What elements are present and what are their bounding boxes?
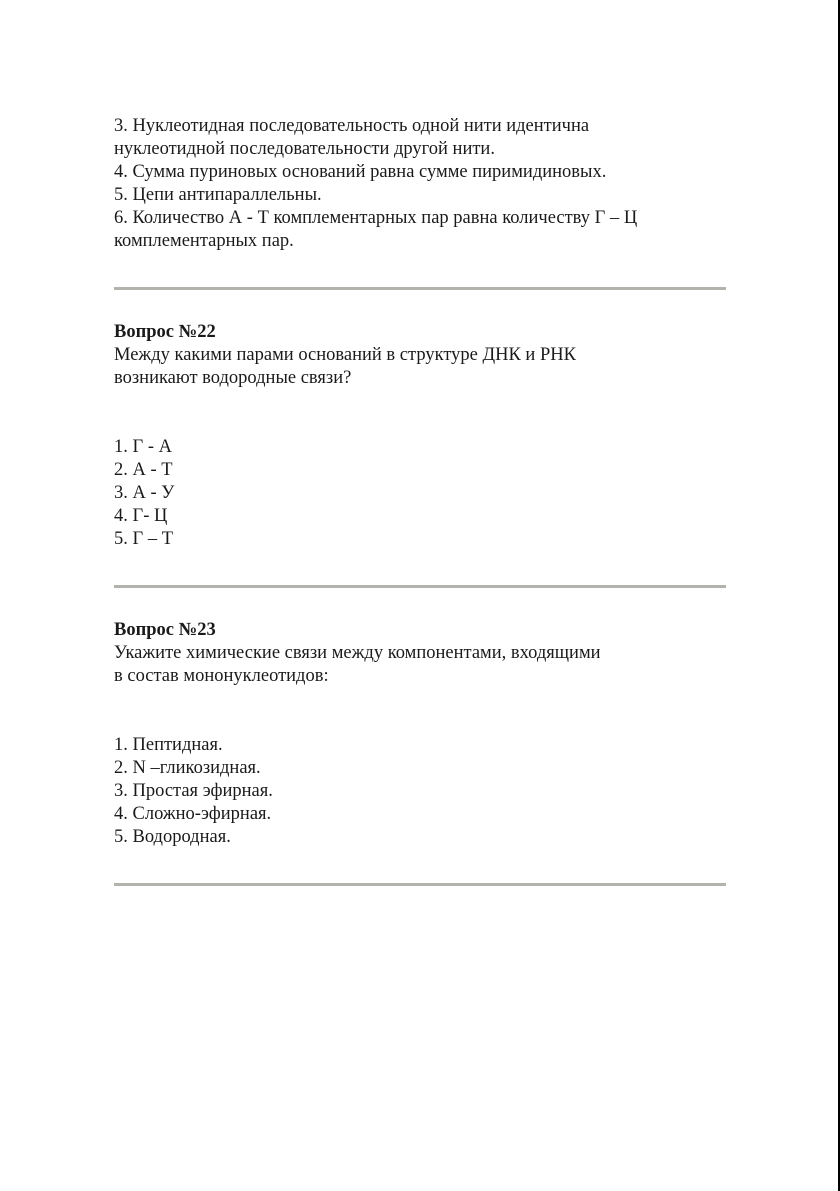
option-line: 4. Сумма пуриновых оснований равна сумме пиримидиновых. xyxy=(114,162,607,182)
answer-option: 3. Простая эфирная. xyxy=(114,781,273,801)
question-text: Укажите химические связи между компонентами, входящими xyxy=(114,643,601,663)
answer-option: 4. Г- Ц xyxy=(114,506,168,526)
option-line: нуклеотидной последовательности другой нити. xyxy=(114,139,495,159)
answer-option: 5. Водородная. xyxy=(114,827,231,847)
section-divider xyxy=(114,883,726,886)
option-line: комплементарных пар. xyxy=(114,231,294,251)
answer-option: 5. Г – Т xyxy=(114,529,173,549)
question-23 xyxy=(114,619,726,849)
document-content xyxy=(114,115,726,886)
question-text: Между какими парами оснований в структуре ДНК и РНК xyxy=(114,345,576,365)
question-title: Вопрос №23 xyxy=(114,620,216,640)
option-line: 6. Количество А - Т комплементарных пар равна количеству Г – Ц xyxy=(114,208,638,228)
answer-option: 2. А - Т xyxy=(114,460,173,480)
question-text: возникают водородные связи? xyxy=(114,368,352,388)
option-line: 3. Нуклеотидная последовательность одной нити идентична xyxy=(114,116,590,136)
answer-options xyxy=(114,436,726,551)
answer-option: 2. N –гликозидная. xyxy=(114,758,261,778)
answer-option: 3. А - У xyxy=(114,483,175,503)
answer-option: 4. Сложно-эфирная. xyxy=(114,804,272,824)
question-22 xyxy=(114,321,726,551)
previous-question-options xyxy=(114,115,726,253)
answer-options xyxy=(114,734,726,849)
answer-option: 1. Г - А xyxy=(114,437,172,457)
answer-option: 1. Пептидная. xyxy=(114,735,223,755)
question-text: в состав мононуклеотидов: xyxy=(114,666,329,686)
option-line: 5. Цепи антипараллельны. xyxy=(114,185,322,205)
question-title: Вопрос №22 xyxy=(114,322,216,342)
